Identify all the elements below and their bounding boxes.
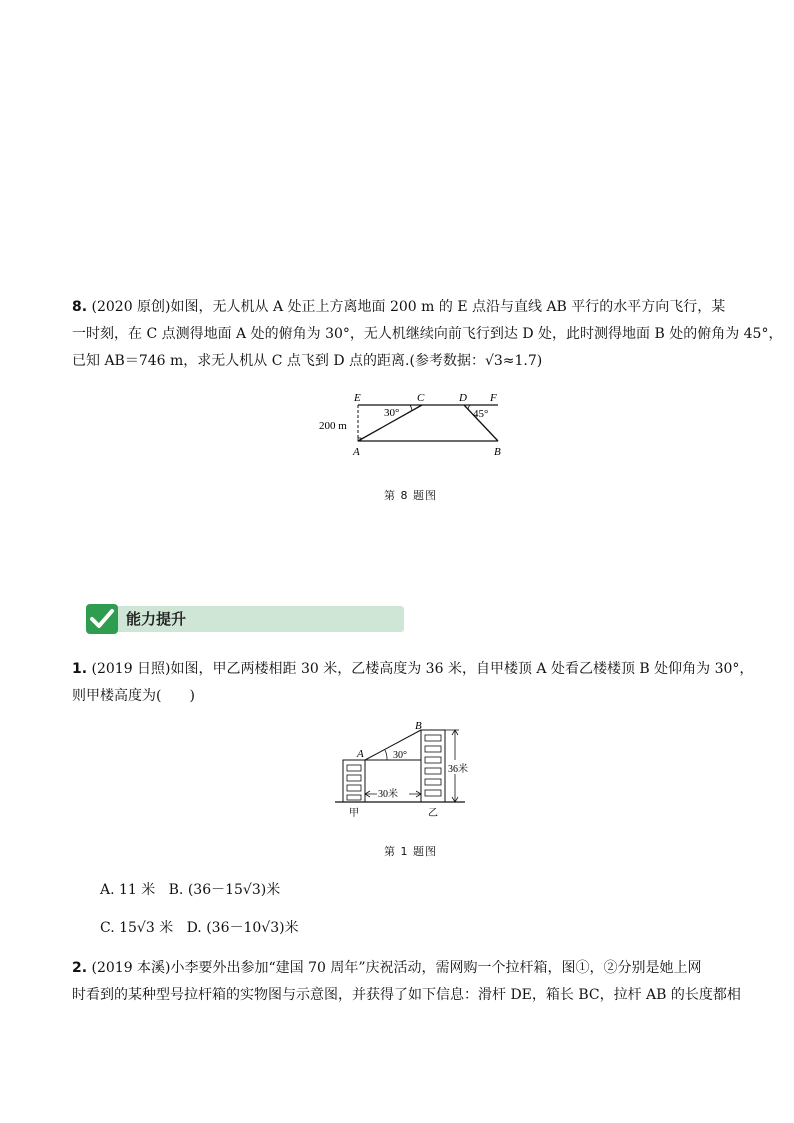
problem-text: (2020 原创)如图，无人机从 A 处正上方离地面 200 m 的 E 点沿与直线 AB 平行的水平方向飞行，某 — [87, 299, 726, 315]
option-c: C. 15√3 米 — [100, 920, 174, 936]
angle-30-label: 30° — [384, 407, 400, 419]
height-label: 36米 — [448, 764, 468, 775]
problem8-figure — [310, 385, 520, 465]
label-F: F — [490, 392, 497, 404]
problem-number: 8. — [72, 299, 88, 315]
problem-text: (2019 日照)如图，甲乙两楼相距 30 米，乙楼高度为 36 米，自甲楼顶 A 处看乙楼楼顶 B 处仰角为 30°， — [87, 661, 754, 677]
problem1-caption: 第 1 题图 — [384, 845, 437, 858]
problem1-figure — [335, 720, 495, 820]
angle-30-label: 30° — [393, 750, 407, 761]
problem1-options-row2 — [100, 918, 299, 938]
angle-45-label: 45° — [473, 408, 489, 420]
distance-label: 30米 — [378, 789, 398, 800]
problem2-line1 — [72, 958, 702, 978]
height-label: 200 m — [319, 420, 347, 432]
problem1-line2: 则甲楼高度为( ) — [72, 688, 195, 704]
label-B: B — [415, 720, 422, 732]
label-E: E — [354, 392, 361, 404]
problem2-line2: 时看到的某种型号拉杆箱的实物图与示意图，并获得了如下信息：滑杆 DE，箱长 BC，拉杆 AB 的长度都相 — [72, 987, 741, 1003]
section-title: 能力提升 — [126, 610, 187, 628]
problem-number: 1. — [72, 661, 88, 677]
label-A: A — [357, 748, 364, 760]
checkmark-icon — [86, 604, 118, 634]
problem-text: (2019 本溪)小李要外出参加“建国 70 周年”庆祝活动，需网购一个拉杆箱，图①，②分别是她上网 — [87, 960, 702, 976]
problem8-line3: 已知 AB＝746 m，求无人机从 C 点飞到 D 点的距离.(参考数据：√3≈1.7) — [72, 353, 543, 369]
building-jia-label: 甲 — [349, 808, 359, 819]
problem1-line1 — [72, 659, 753, 679]
label-A: A — [353, 446, 360, 458]
problem1-options-row1 — [100, 880, 280, 900]
option-a: A. 11 米 — [100, 882, 156, 898]
problem-number: 2. — [72, 960, 88, 976]
label-D: D — [459, 392, 467, 404]
problem8-line2: 一时刻，在 C 点测得地面 A 处的俯角为 30°，无人机继续向前飞行到达 D 处，此时测得地面 B 处的俯角为 45°， — [72, 326, 783, 342]
label-C: C — [417, 392, 425, 404]
problem8-line1 — [72, 297, 725, 317]
problem8-caption: 第 8 题图 — [384, 489, 437, 502]
building-yi-label: 乙 — [428, 808, 438, 819]
option-b: B. (36－15√3)米 — [168, 882, 281, 898]
option-d: D. (36－10√3)米 — [186, 920, 299, 936]
label-B: B — [494, 446, 501, 458]
